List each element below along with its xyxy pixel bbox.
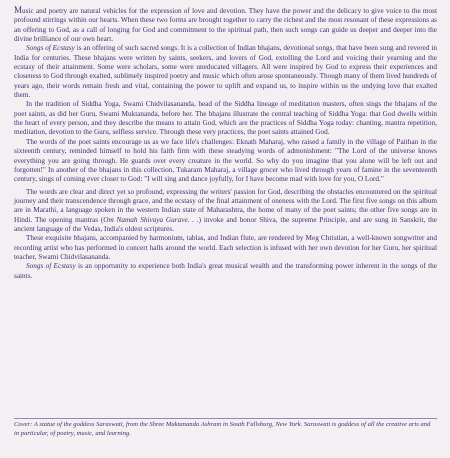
liner-notes-body: [14, 6, 437, 281]
paragraph-7-text: is an opportunity to experience both India's great musical wealth and the transforming power inherent in the songs of the saints.: [14, 262, 437, 280]
paragraph-5-text-a: The words are clear and direct yet so profound, expressing the writers' passion for God, describing the obstacles encountered on the spiritual journey and their transcendence through grace, and the ecstasy of the final attainment of oneness with the Lord. The first five songs on this album are in Marathi, a language spoken in the western Indian state of Maharashtra, the home of many of the poet saints; the other five songs are in Hindi. The opening mantras (: [14, 187, 437, 224]
paragraph-3: [14, 100, 437, 137]
paragraph-1-text: Music and poetry are natural vehicles for the expression of love and devotion. They have the power and the delicacy to give voice to the most profound stirrings within our hearts. When these two forms are brought together to carry the richest and the most resonant of these expressions as an offering to God, as a call of longing for God and commitment to the spiritual path, then such songs can guide us deeper and deeper into the divine brilliance of our own heart.: [14, 5, 437, 44]
album-title-italic: Songs of Ecstasy: [26, 262, 76, 271]
album-title-italic: Songs of Ecstasy: [26, 44, 75, 53]
paragraph-6: [14, 234, 437, 262]
paragraph-7: [14, 262, 437, 281]
cover-caption: Cover: A statue of the goddess Saraswati, from the Shree Muktananda Ashram in South Fallsburg, New York. Saraswati is goddess of all the creative arts and in particular, of poetry, music, and learning.: [14, 421, 431, 437]
paragraph-1: [14, 6, 437, 44]
paragraph-5: [14, 188, 437, 235]
paragraph-2: [14, 44, 437, 100]
mantra-italic: Om Namah Shivaya Gurave. . .: [103, 215, 199, 224]
paragraph-2-text: is an offering of such sacred songs. It is a collection of Indian bhajans, devotional songs, that have been sung and revered in India for centuries. These bhajans were written by saints, seekers, and lovers of God, extolling the Lord and voicing their yearning and the ecstasy of their attainment. Some were scholars, some were uneducated villagers. All were inspired by God to express their experiences and closeness to God through exalted, sublimely inspired poetry and music which often arose spontaneously. Though many of them lived hundreds of years ago, their words remain fresh and vital, containing the power to uplift and expand us, to inspire within us the undying love that exalted them.: [14, 44, 438, 100]
paragraph-4-text: The words of the poet saints encourage us as we face life's challenges: Eknath Maharaj, who raised a family in the village of Paithan in the sixteenth century, reminded himself to hold his faith firm with these steadying words of admonishment: "The Lord of the universe knows everything you are going through. He guards over every creature in the world. So why do you imagine that you alone will be left out and forgotten!" In another of the bhajans in this collection, Tukaram Maharaj, a village grocer who lived through years of famine in the seventeenth century, sings of coming ever closer to God: "I will sing and dance joyfully, for I have become mad with love for you, O Lord.": [14, 137, 437, 184]
paragraph-4: [14, 138, 437, 185]
caption-divider: [14, 418, 437, 419]
drop-cap-letter: M: [14, 5, 23, 15]
paragraph-3-text: In the tradition of Siddha Yoga, Swami Chidvilasananda, head of the Siddha lineage of meditation masters, often sings the bhajans of the poet saints, as did her Guru, Swami Muktananda, before her. The bhajans illustrate the central teaching of Siddha Yoga: that God dwells within the heart of every person, and they describe the means to attain God, which are the practices of Siddha Yoga today: chanting, mantra repetition, meditation, devotion to the Guru, selfless service. Through these very practices, the poet saints attained God.: [14, 100, 437, 137]
paragraph-5-text-b: ) invoke and honor Shiva, the supreme Principle, and are sung in Sanskrit, the ancient language of the Vedas, India's oldest scriptures.: [14, 215, 437, 233]
paragraph-6-text: These exquisite bhajans, accompanied by harmonium, tablas, and Indian flute, are rendered by Meg Christian, a well-known songwriter and recording artist who has performed in concert halls around the world. Each selection is infused with her own devotion for her Guru, her spiritual teacher, Swami Chidvilasananda.: [14, 234, 437, 261]
